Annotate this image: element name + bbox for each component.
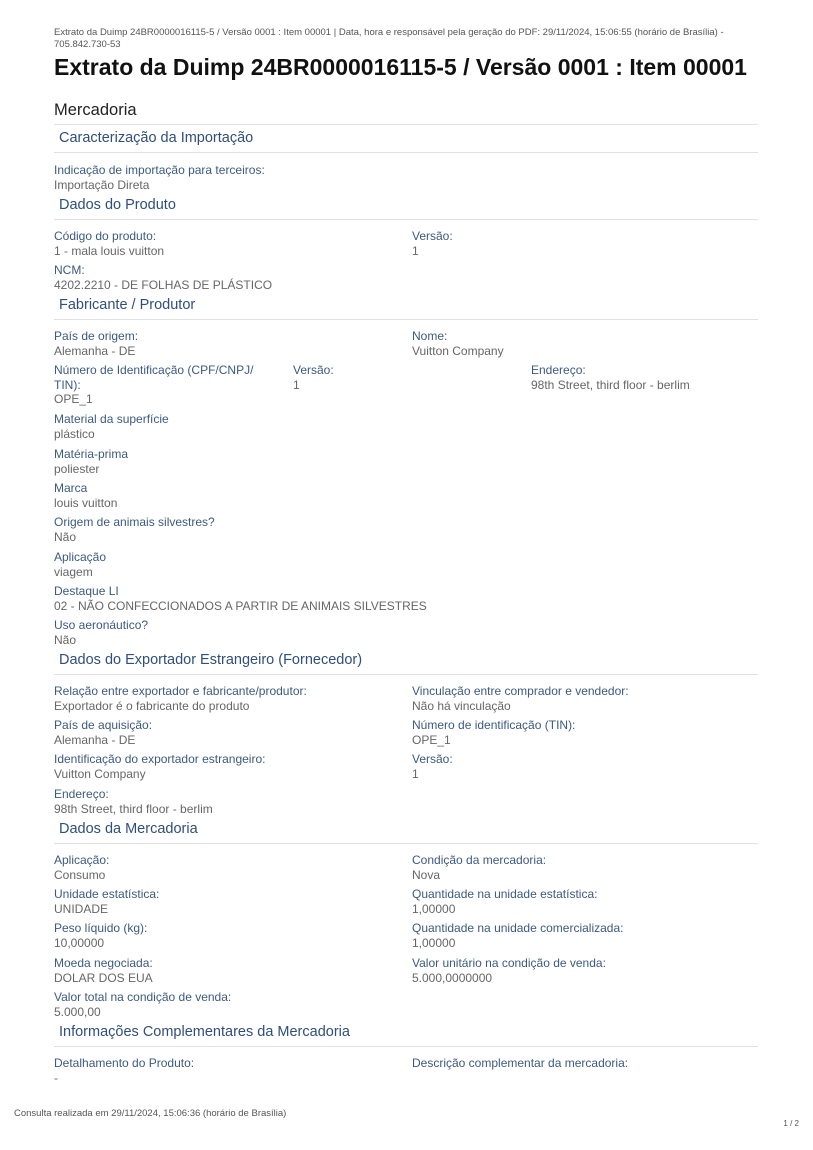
field-destaque-li <box>54 584 554 613</box>
section-dados-mercadoria <box>54 819 758 844</box>
field-value: 5.000,00 <box>54 1004 101 1019</box>
field-relacao-exportador <box>54 684 394 713</box>
field-label: Descrição complementar da mercadoria: <box>412 1056 629 1070</box>
field-unidade-estatistica <box>54 887 394 916</box>
field-label: Indicação de importação para terceiros: <box>54 163 265 177</box>
field-marca <box>54 481 394 510</box>
field-label: NCM: <box>54 263 85 277</box>
field-value: 1 - mala louis vuitton <box>54 243 165 258</box>
field-label: Relação entre exportador e fabricante/produtor: <box>54 684 307 698</box>
field-condicao-mercadoria <box>412 853 752 882</box>
field-label: Origem de animais silvestres? <box>54 515 215 529</box>
field-label: Valor total na condição de venda: <box>54 990 232 1004</box>
page-number: 1 / 2 <box>783 1119 799 1128</box>
field-value: Vuitton Company <box>412 343 504 358</box>
field-label: Detalhamento do Produto: <box>54 1056 195 1070</box>
field-value: viagem <box>54 564 93 579</box>
field-value: 02 - NÃO CONFECCIONADOS A PARTIR DE ANIMAIS SILVESTRES <box>54 598 427 613</box>
field-uso-aeronautico <box>54 618 394 647</box>
field-value: OPE_1 <box>54 392 93 406</box>
part-divider <box>54 124 758 125</box>
field-label: Aplicação: <box>54 853 110 867</box>
field-value: Consumo <box>54 867 106 882</box>
field-value: 1 <box>293 377 300 392</box>
field-value: Importação Direta <box>54 177 150 192</box>
pdf-generation-meta: Extrato da Duimp 24BR0000016115-5 / Versão 0001 : Item 00001 | Data, hora e responsável pela geração do PDF: 29/11/2024, 15:06:55 (horário de Brasília) - 705.842.730-53 <box>54 27 724 50</box>
field-materia-prima <box>54 447 394 476</box>
field-ncm <box>54 263 394 292</box>
field-indicacao-importacao <box>54 163 394 192</box>
field-label: Vinculação entre comprador e vendedor: <box>412 684 629 698</box>
field-detalhamento-produto <box>54 1056 394 1085</box>
field-value: poliester <box>54 461 100 476</box>
part-title: Mercadoria <box>54 101 137 119</box>
field-value: Alemanha - DE <box>54 732 136 747</box>
field-label: Moeda negociada: <box>54 956 153 970</box>
field-value: UNIDADE <box>54 901 109 916</box>
field-peso-liquido <box>54 921 394 950</box>
field-value: Alemanha - DE <box>54 343 136 358</box>
field-vinculacao <box>412 684 752 713</box>
field-value: 1 <box>412 766 419 781</box>
field-value: louis vuitton <box>54 495 118 510</box>
field-aplicacao-mercadoria <box>54 853 394 882</box>
field-label: Unidade estatística: <box>54 887 160 901</box>
field-label: Código do produto: <box>54 229 157 243</box>
field-endereco-fabricante <box>531 363 751 392</box>
field-identificacao-exportador <box>54 752 394 781</box>
field-valor-total <box>54 990 394 1019</box>
field-versao-fabricante <box>293 363 513 392</box>
field-moeda-negociada <box>54 956 394 985</box>
field-label: Material da superfície <box>54 412 169 426</box>
field-value: Não <box>54 529 77 544</box>
field-material-superficie <box>54 412 394 441</box>
field-label: País de aquisição: <box>54 718 153 732</box>
field-pais-origem <box>54 329 394 358</box>
field-label: Aplicação <box>54 550 107 564</box>
field-label: Versão: <box>293 363 334 377</box>
field-pais-aquisicao <box>54 718 394 747</box>
field-value: 98th Street, third floor - berlim <box>54 801 213 816</box>
section-title: Dados da Mercadoria <box>59 821 198 837</box>
field-value: Não <box>54 632 77 647</box>
field-numero-tin <box>412 718 752 747</box>
field-label: Valor unitário na condição de venda: <box>412 956 606 970</box>
section-title: Dados do Produto <box>59 197 176 213</box>
field-label: Número de identificação (TIN): <box>412 718 576 732</box>
field-quantidade-estatistica <box>412 887 752 916</box>
field-versao-produto <box>412 229 752 258</box>
field-value: 1,00000 <box>412 935 456 950</box>
field-label: Peso líquido (kg): <box>54 921 148 935</box>
field-origem-animais <box>54 515 394 544</box>
field-label: Destaque LI <box>54 584 119 598</box>
field-value: plástico <box>54 426 95 441</box>
field-label: País de origem: <box>54 329 139 343</box>
field-value: 1,00000 <box>412 901 456 916</box>
field-versao-exportador <box>412 752 752 781</box>
section-dados-produto <box>54 195 758 220</box>
section-exportador <box>54 650 758 675</box>
section-title: Caracterização da Importação <box>59 130 254 146</box>
field-value: 10,00000 <box>54 935 105 950</box>
field-label: Número de Identificação (CPF/CNPJ/ TIN): <box>54 363 254 392</box>
field-value: DOLAR DOS EUA <box>54 970 153 985</box>
field-endereco-exportador <box>54 787 394 816</box>
section-caracterizacao <box>54 128 758 153</box>
field-value: 5.000,0000000 <box>412 970 493 985</box>
field-quantidade-comercializada <box>412 921 752 950</box>
field-label: Marca <box>54 481 88 495</box>
field-label: Nome: <box>412 329 448 343</box>
field-label: Uso aeronáutico? <box>54 618 149 632</box>
section-informacoes-complementares <box>54 1022 758 1047</box>
section-fabricante <box>54 295 758 320</box>
field-value: - <box>54 1070 58 1085</box>
field-value: 4202.2210 - DE FOLHAS DE PLÁSTICO <box>54 277 273 292</box>
field-label: Matéria-prima <box>54 447 129 461</box>
field-label: Identificação do exportador estrangeiro: <box>54 752 266 766</box>
field-numero-identificacao <box>54 363 269 407</box>
section-title: Informações Complementares da Mercadoria <box>59 1024 350 1040</box>
document-title: Extrato da Duimp 24BR0000016115-5 / Versão 0001 : Item 00001 <box>54 54 747 80</box>
field-value: Não há vinculação <box>412 698 511 713</box>
field-value: Nova <box>412 867 441 882</box>
field-label: Endereço: <box>531 363 586 377</box>
field-value: OPE_1 <box>412 732 451 747</box>
field-value: 1 <box>412 243 419 258</box>
field-label: Versão: <box>412 229 453 243</box>
field-label: Quantidade na unidade comercializada: <box>412 921 624 935</box>
field-value: Exportador é o fabricante do produto <box>54 698 250 713</box>
section-title: Fabricante / Produtor <box>59 297 196 313</box>
consulta-timestamp: Consulta realizada em 29/11/2024, 15:06:36 (horário de Brasília) <box>14 1108 287 1119</box>
field-descricao-complementar <box>412 1056 752 1071</box>
field-valor-unitario <box>412 956 752 985</box>
field-value: 98th Street, third floor - berlim <box>531 377 690 392</box>
field-label: Endereço: <box>54 787 109 801</box>
section-title: Dados do Exportador Estrangeiro (Fornecedor) <box>59 652 363 668</box>
field-label: Versão: <box>412 752 453 766</box>
field-nome-fabricante <box>412 329 752 358</box>
field-aplicacao-fabricante <box>54 550 394 579</box>
field-label: Quantidade na unidade estatística: <box>412 887 598 901</box>
field-codigo-produto <box>54 229 394 258</box>
field-value: Vuitton Company <box>54 766 146 781</box>
field-label: Condição da mercadoria: <box>412 853 547 867</box>
